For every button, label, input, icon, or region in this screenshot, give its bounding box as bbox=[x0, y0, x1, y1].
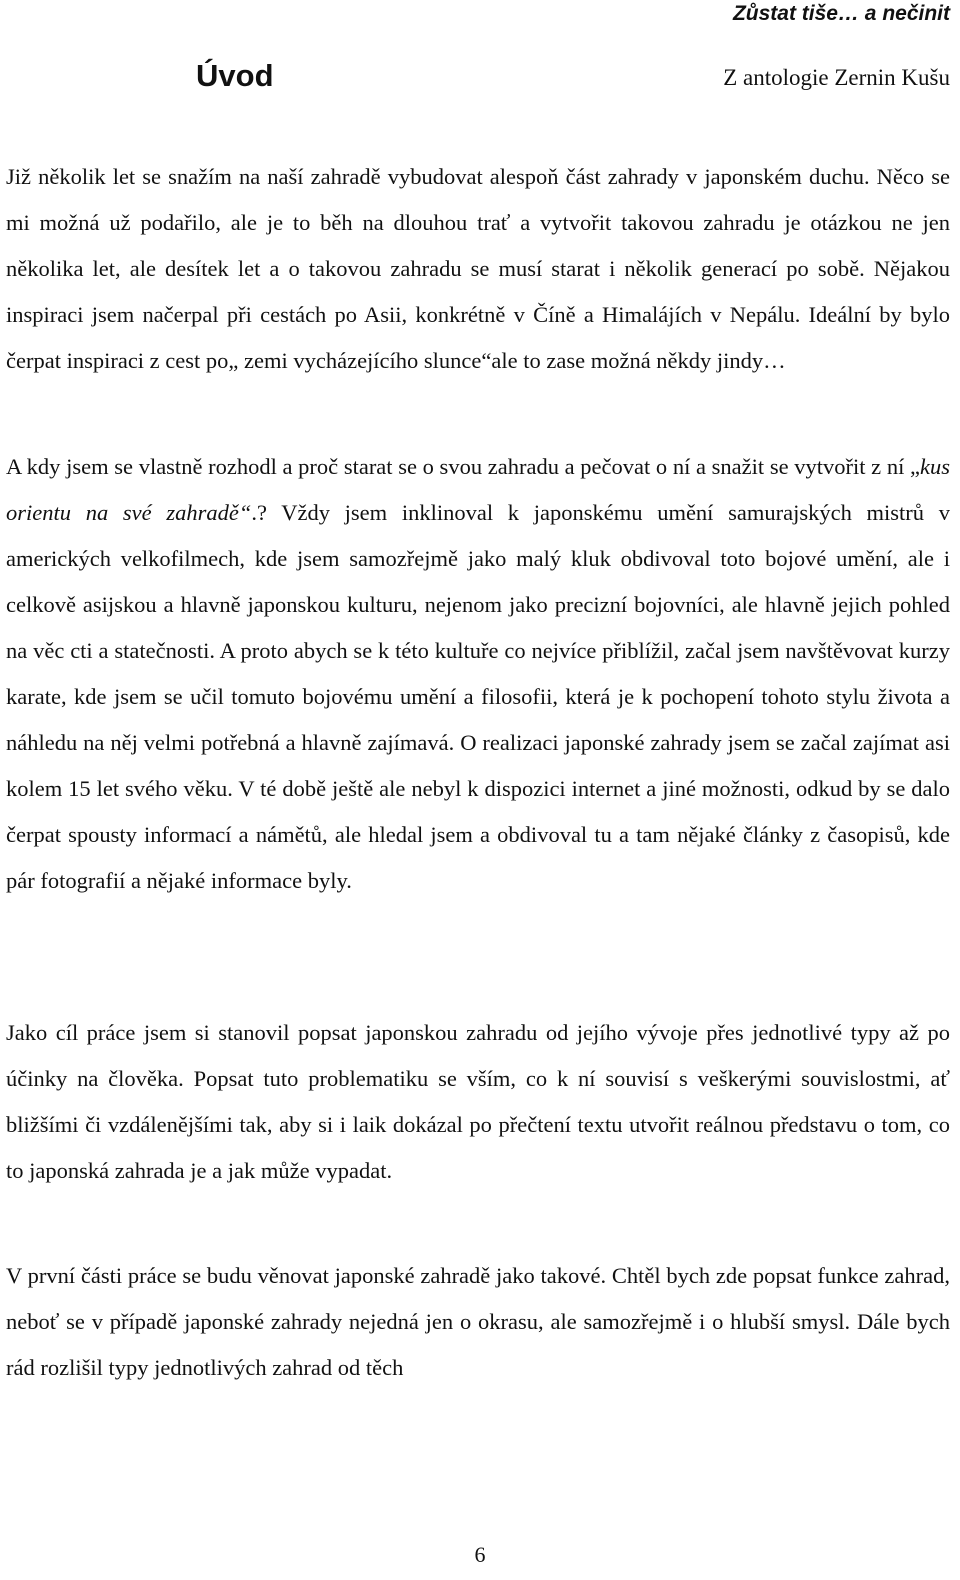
running-header: Zůstat tiše… a nečinit bbox=[732, 2, 950, 25]
page-number: 6 bbox=[474, 1542, 486, 1567]
paragraph-motivation-quote: kus orientu na své zahradě“ bbox=[6, 454, 950, 525]
paragraph-structure: V první části práce se budu věnovat japonské zahradě jako takové. Chtěl bych zde popsat funkce zahrad, neboť se v případě japonské zahrady nejedná jen o okrasu, ale samozřejmě i o hlubší smysl. Dále bych rád rozlišil typy jednotlivých zahrad od těch bbox=[6, 1263, 950, 1380]
paragraph-intro: Již několik let se snažím na naší zahradě vybudovat alespoň část zahrady v japonském duchu. Něco se mi možná už podařilo, ale je to běh na dlouhou trať a vytvořit takovou zahradu je otázkou ne jen několika let, ale desítek let a o takovou zahradu se musí starat i několik generací po sobě. Nějakou inspiraci jsem načerpal při cestách po Asii, konkrétně v Číně a Himalájích v Nepálu. Ideální by bylo čerpat inspiraci z cest po„ zemi vycházejícího slunce“ale to zase možná někdy jindy… bbox=[6, 164, 950, 373]
source-note: Z antologie Zernin Kušu bbox=[723, 65, 950, 90]
paragraph-motivation-rest: .? Vždy jsem inklinoval k japonskému umění samurajských mistrů v amerických velkofilmech, kde jsem samozřejmě jako malý kluk obdivoval toto bojové umění, ale i celkově asijskou a hlavně japonskou kulturu, nejenom jako precizní bojovníci, ale hlavně jejich pohled na věc cti a statečnosti. A proto abych se k této kultuře co nejvíce přiblížil, začal jsem navštěvovat kurzy karate, kde jsem se učil tomuto bojovému umění a filosofii, která je k pochopení tohoto stylu života a náhledu na něj velmi potřebná a hlavně zajímavá. O realizaci japonské zahrady jsem se začal zajímat asi kolem 15 let svého věku. V té době ještě ale nebyl k dispozici internet a jiné možnosti, odkud by se dalo čerpat spousty informací a námětů, ale hledal jsem a obdivoval tu a tam nějaké články z časopisů, kde pár fotografií a nějaké informace byly. bbox=[6, 500, 950, 893]
paragraph-motivation bbox=[6, 444, 950, 904]
paragraph-motivation-start: A kdy jsem se vlastně rozhodl a proč starat se o svou zahradu a pečovat o ní a snažit se vytvořit z ní „ bbox=[6, 454, 920, 479]
chapter-title: Úvod bbox=[196, 58, 274, 93]
paragraph-goal: Jako cíl práce jsem si stanovil popsat japonskou zahradu od jejího vývoje přes jednotlivé typy až po účinky na člověka. Popsat tuto problematiku se vším, co k ní souvisí s veškerými souvislostmi, ať bližšími či vzdálenějšími tak, aby si i laik dokázal po přečtení textu utvořit reálnou představu o tom, co to japonská zahrada je a jak může vypadat. bbox=[6, 1020, 950, 1183]
